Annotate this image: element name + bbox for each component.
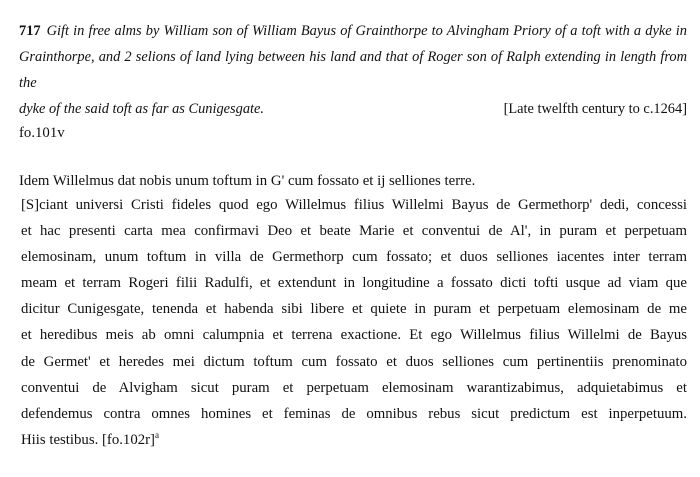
charter-line: et heredibus meis ab omni calumpnia et terrena exactione. Et ego Willelmus filius Willelmi de Bayus xyxy=(21,327,687,344)
entry-heading-line-3 xyxy=(19,96,687,122)
charter-line: et hac presenti carta mea confirmavi Deo et beate Marie et conventui de Al', in puram et perpetuam xyxy=(21,223,687,240)
charter-line: [S]ciant universi Cristi fideles quod ego Willelmus filius Willelmi Bayus de Germethorp' dedi, concessi xyxy=(21,197,687,213)
entry-heading-line-2: Grainthorpe, and 2 selions of land lying between his land and that of Roger son of Ralph extending in length from the xyxy=(19,49,687,91)
charter-text xyxy=(19,192,687,453)
folio-reference: fo.101v xyxy=(19,125,65,141)
footnote-marker: a xyxy=(154,429,159,440)
entry-date: [Late twelfth century to c.1264] xyxy=(503,101,687,117)
entry-heading-line-1 xyxy=(19,18,687,44)
charter-line: conventui de Alvigham sicut puram et perpetuam elemosinam warantizabimus, adquietabimus et xyxy=(21,379,687,396)
charter-line: dicitur Cunigesgate, tenenda et habenda sibi libere et quiete in puram et perpetuam elemosinam de me xyxy=(21,301,687,318)
charter-line: de Germet' et heredes mei dictum toftum cum fossato et duos selliones cum pertinentiis prenominato xyxy=(21,353,687,370)
heading-text-3: dyke of the said toft as far as Cunigesgate. xyxy=(19,101,265,117)
charter-line: elemosinam, unum toftum in villa de Germethorp cum fossato; et duos selliones iacentes inter terram xyxy=(21,249,687,266)
charter-final-line xyxy=(21,427,687,453)
witness-clause: Hiis testibus. [fo.102r] xyxy=(21,431,155,448)
charter-document xyxy=(19,18,687,453)
heading-text-1: Gift in free alms by William son of William Bayus of Grainthorpe to Alvingham Priory of a toft with a dyke in xyxy=(46,23,687,39)
charter-line: defendemus contra omnes homines et feminas de omnibus rebus sicut predictum est inperpetuum. xyxy=(21,405,687,422)
entry-number: 717 xyxy=(19,23,41,39)
rubric-summary: Idem Willelmus dat nobis unum toftum in G' cum fossato et ij selliones terre. xyxy=(19,173,476,189)
charter-line: meam et terram Rogeri filii Radulfi, et extendunt in longitudine a fossato dicti tofti usque ad viam que xyxy=(21,275,687,292)
